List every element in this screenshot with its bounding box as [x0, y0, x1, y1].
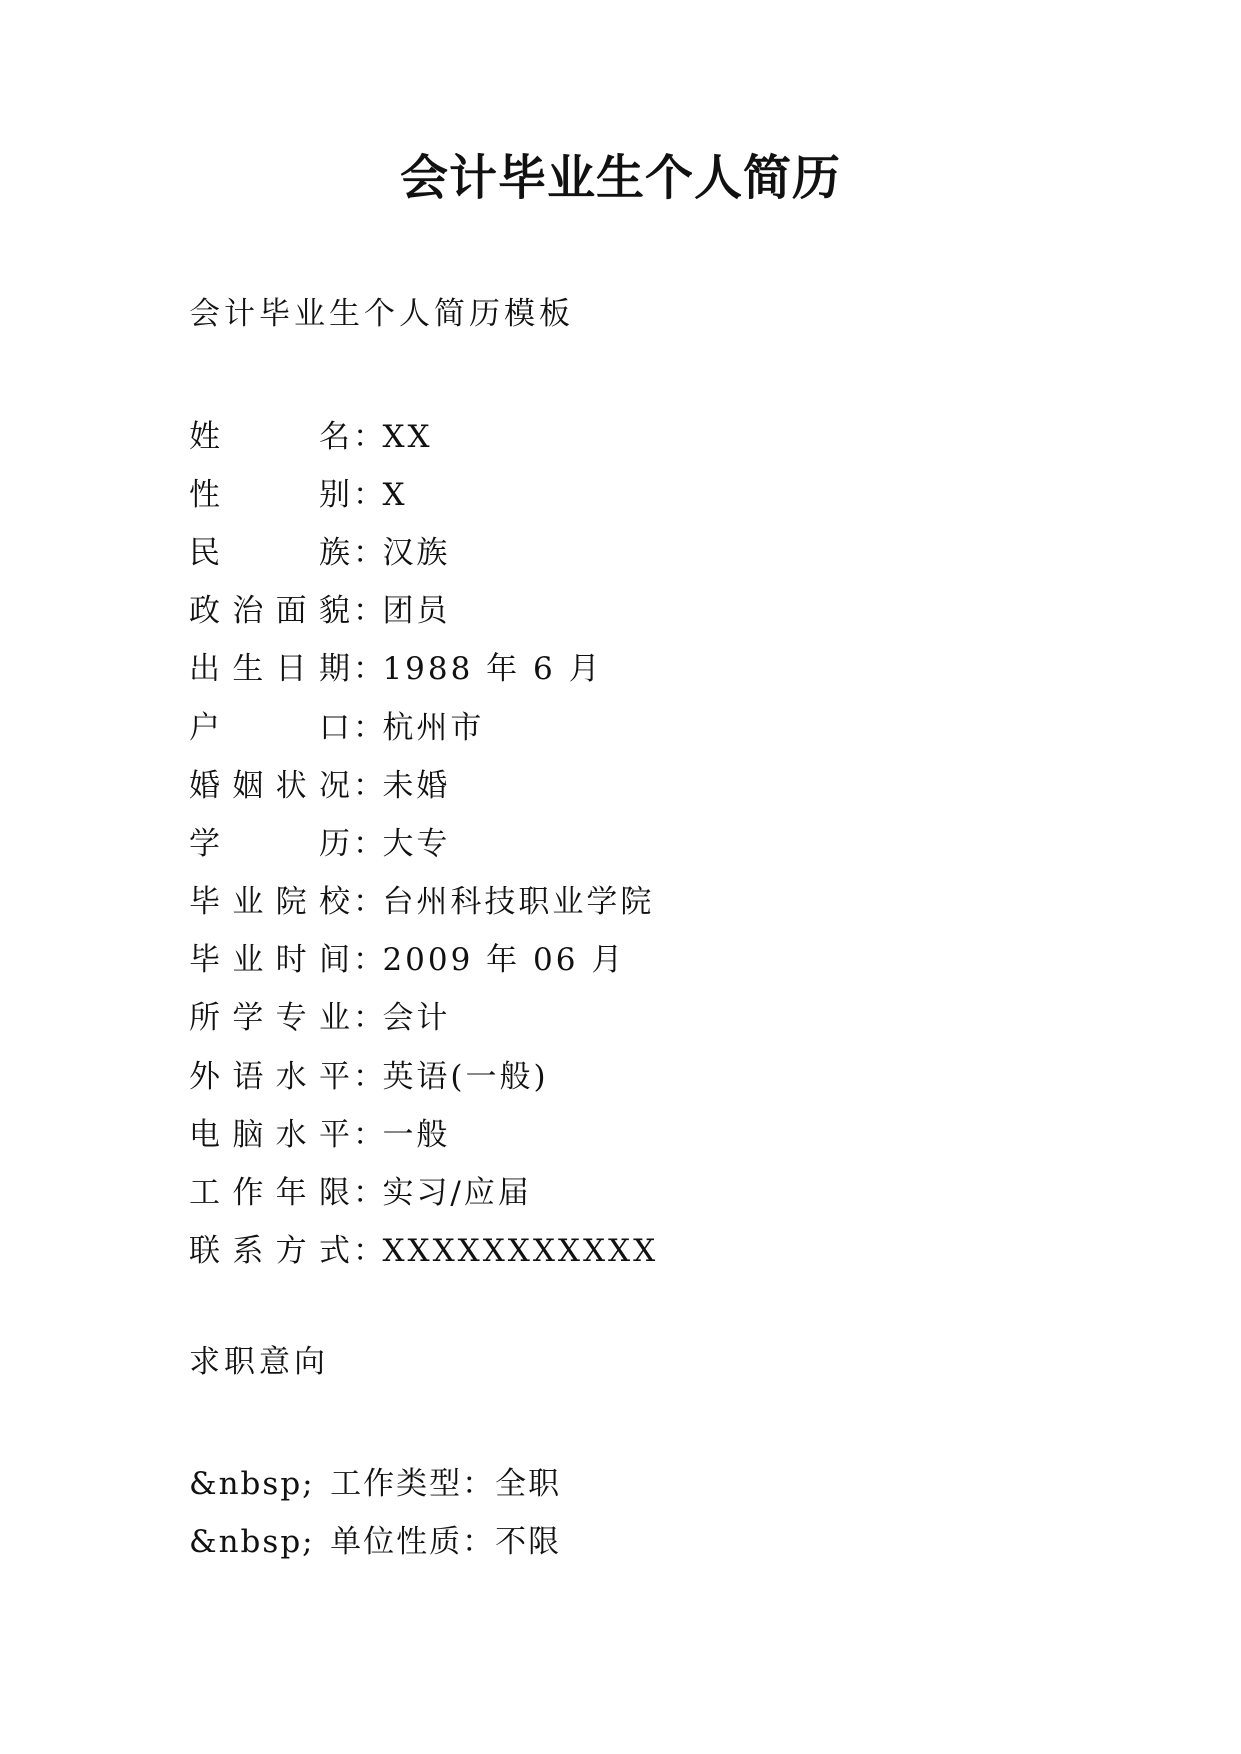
- info-row: [189, 583, 1089, 641]
- info-row: [189, 1048, 1089, 1106]
- colon: ：: [353, 476, 384, 513]
- info-value-computer-skill: 一般: [382, 1116, 451, 1153]
- colon: ：: [353, 942, 384, 979]
- intent-row: [189, 1513, 1089, 1571]
- intent-label-company-type: 单位性质: [330, 1523, 463, 1560]
- intent-prefix: &nbsp;: [189, 1523, 315, 1560]
- info-row: [189, 524, 1089, 582]
- info-label-contact: 联系方式: [189, 1233, 353, 1270]
- colon: ：: [353, 1175, 384, 1212]
- info-value-work-years: 实习/应届: [382, 1175, 532, 1212]
- info-label-household: 户口: [189, 709, 353, 746]
- colon: ：: [353, 1233, 384, 1270]
- colon: ：: [353, 1116, 384, 1153]
- colon: ：: [353, 767, 384, 804]
- info-label-computer-skill: 电脑水平: [189, 1116, 353, 1153]
- colon: ：: [353, 651, 384, 688]
- info-value-birth-date: 1988 年 6 月: [382, 651, 603, 688]
- info-value-school: 台州科技职业学院: [382, 884, 655, 921]
- info-row: [189, 641, 1089, 699]
- info-value-education: 大专: [382, 825, 451, 862]
- intent-prefix: &nbsp;: [189, 1465, 315, 1502]
- info-label-education: 学历: [189, 825, 353, 862]
- info-row: [189, 874, 1089, 932]
- info-row: [189, 815, 1089, 873]
- info-label-work-years: 工作年限: [189, 1175, 353, 1212]
- info-row: [189, 1106, 1089, 1164]
- colon: ：: [462, 1523, 496, 1560]
- job-intent-heading: 求职意向: [189, 1344, 329, 1380]
- colon: ：: [353, 825, 384, 862]
- colon: ：: [353, 418, 384, 455]
- info-value-major: 会计: [382, 1000, 451, 1037]
- document-title: 会计毕业生个人简历: [399, 150, 841, 206]
- info-row: [189, 1164, 1089, 1222]
- intent-value-company-type: 不限: [495, 1523, 562, 1560]
- info-label-graduation-date: 毕业时间: [189, 942, 353, 979]
- info-label-foreign-language: 外语水平: [189, 1058, 353, 1095]
- info-label-gender: 性别: [189, 476, 353, 513]
- intent-row: [189, 1455, 1089, 1513]
- info-value-foreign-language: 英语(一般): [382, 1058, 549, 1095]
- info-label-school: 毕业院校: [189, 884, 353, 921]
- colon: ：: [353, 709, 384, 746]
- info-row: [189, 990, 1089, 1048]
- colon: ：: [353, 534, 384, 571]
- info-value-marital-status: 未婚: [382, 767, 451, 804]
- info-value-gender: X: [382, 476, 408, 513]
- colon: ：: [353, 1000, 384, 1037]
- info-value-ethnicity: 汉族: [382, 534, 451, 571]
- intent-label-job-type: 工作类型: [330, 1465, 463, 1502]
- info-label-name: 姓名: [189, 418, 353, 455]
- info-row: [189, 757, 1089, 815]
- info-row: [189, 1223, 1089, 1281]
- info-value-contact: XXXXXXXXXXX: [382, 1233, 659, 1270]
- document-subtitle: 会计毕业生个人简历模板: [189, 296, 574, 332]
- info-label-marital-status: 婚姻状况: [189, 767, 353, 804]
- info-value-political-status: 团员: [382, 593, 451, 630]
- info-label-birth-date: 出生日期: [189, 651, 353, 688]
- job-intent-list: [189, 1455, 1089, 1571]
- info-value-name: XX: [382, 418, 433, 455]
- colon: ：: [353, 593, 384, 630]
- personal-info-list: [189, 408, 1089, 1281]
- info-label-political-status: 政治面貌: [189, 593, 353, 630]
- colon: ：: [353, 1058, 384, 1095]
- info-row: [189, 466, 1089, 524]
- colon: ：: [353, 884, 384, 921]
- intent-value-job-type: 全职: [495, 1465, 562, 1502]
- info-label-major: 所学专业: [189, 1000, 353, 1037]
- colon: ：: [462, 1465, 496, 1502]
- info-row: [189, 932, 1089, 990]
- info-row: [189, 408, 1089, 466]
- info-value-household: 杭州市: [382, 709, 485, 746]
- info-row: [189, 699, 1089, 757]
- info-label-ethnicity: 民族: [189, 534, 353, 571]
- info-value-graduation-date: 2009 年 06 月: [382, 942, 626, 979]
